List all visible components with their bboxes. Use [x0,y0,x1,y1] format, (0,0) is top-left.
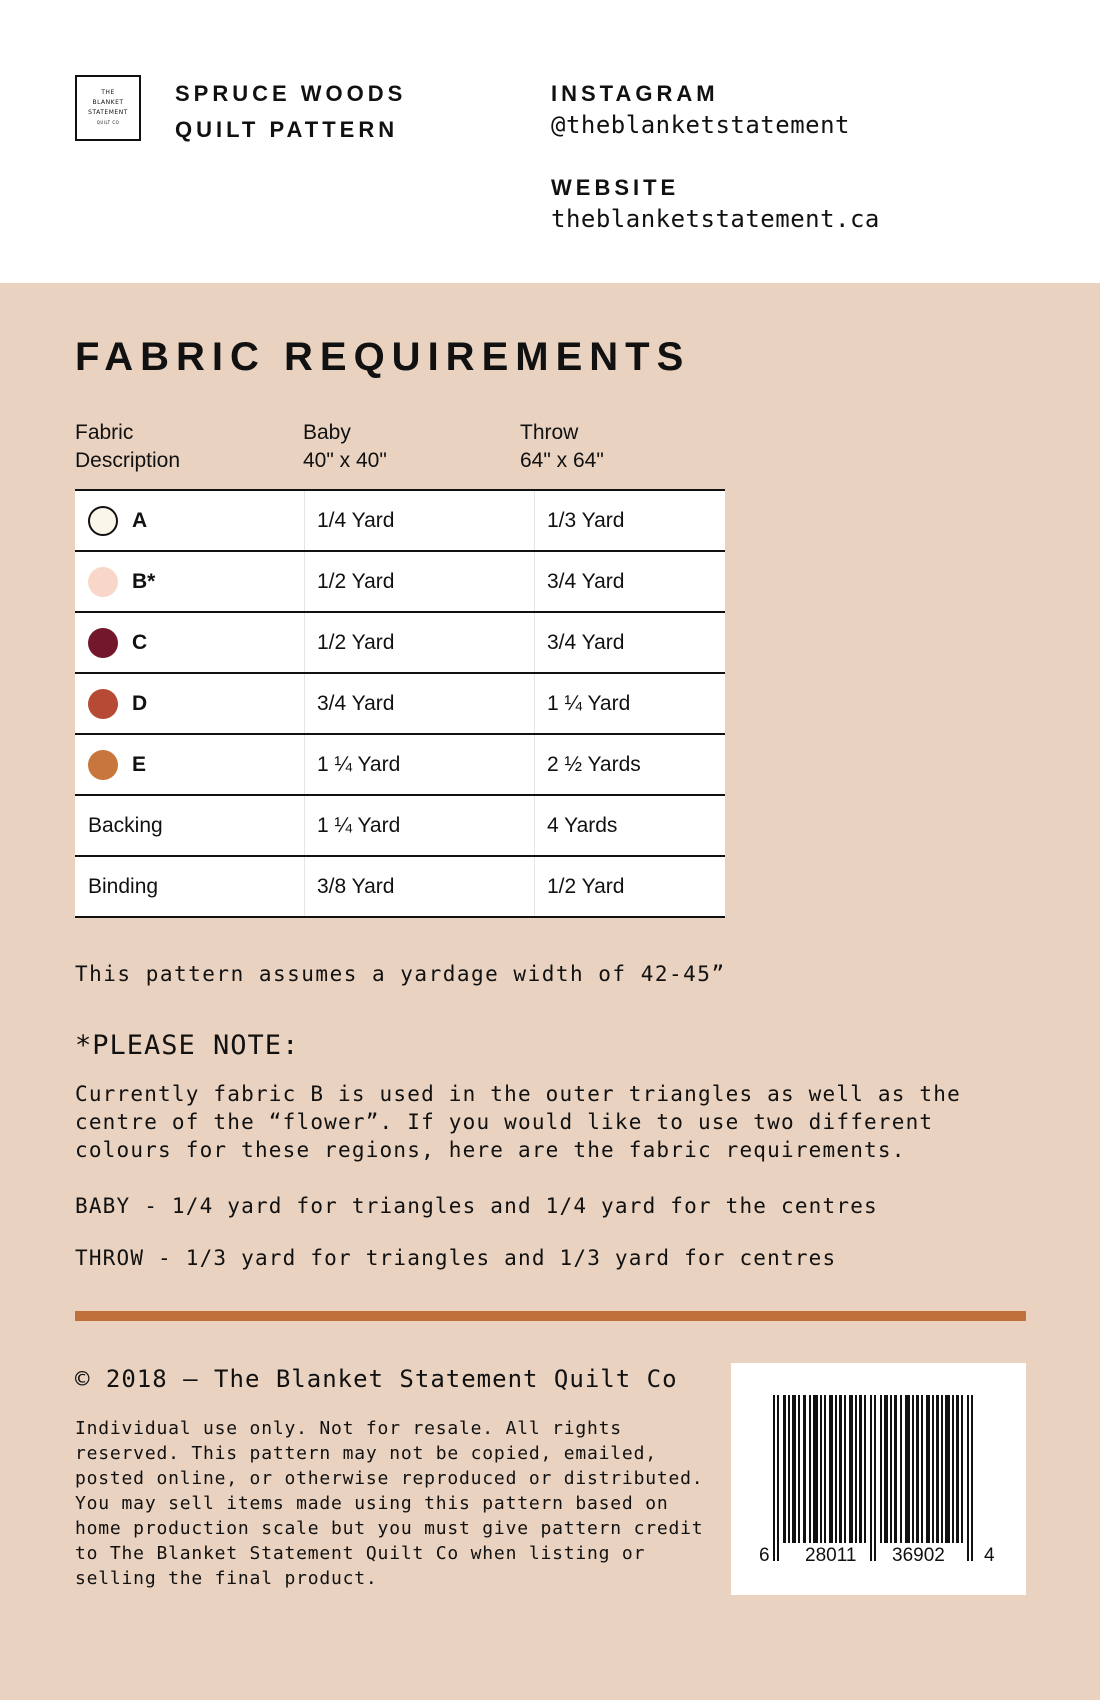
table-row [75,490,725,551]
baby-cell: 3/8 Yard [305,856,535,917]
fabric-cell [75,551,305,612]
note-heading: *PLEASE NOTE: [75,1030,300,1061]
fabric-cell [75,612,305,673]
fabric-label: D [132,691,148,715]
table-row [75,795,725,856]
instagram-label: INSTAGRAM [551,81,719,106]
legal-text: Individual use only. Not for resale. All rights reserved. This pattern may not be copied, emailed, posted online, or otherwise reproduced or distributed. You may sell items made using this pattern based on home production scale but you must give pattern credit to The Blanket Statement Quilt Co when listing or selling the final product. [75,1418,704,1589]
fabric-c-swatch-icon [88,628,118,658]
throw-cell: 1 ¼ Yard [535,673,726,734]
baby-cell: 1/2 Yard [305,551,535,612]
table-row [75,856,725,917]
column-header-description-line1: Fabric [75,421,134,444]
fabric-label: C [132,630,148,654]
fabric-b-swatch-icon [88,567,118,597]
throw-cell: 2 ½ Yards [535,734,726,795]
fabric-label: A [132,508,148,532]
table-row [75,734,725,795]
barcode-bars [731,1363,1026,1595]
column-header-baby-line2: 40" x 40" [303,449,387,472]
fabric-cell [75,673,305,734]
brand-logo [75,75,141,141]
fabric-cell [75,490,305,551]
barcode-digits-left: 28011 [805,1545,857,1566]
barcode-digits-right: 36902 [892,1545,945,1566]
column-header-baby-line1: Baby [303,421,351,444]
logo-line-2: BLANKET [92,99,124,106]
header [0,0,1100,283]
fabric-cell [75,734,305,795]
fabric-e-swatch-icon [88,750,118,780]
table-row [75,673,725,734]
website-label: WEBSITE [551,175,680,200]
website-link[interactable]: theblanketstatement.ca [551,205,880,233]
fabric-d-swatch-icon [88,689,118,719]
barcode-digit-first: 6 [759,1545,770,1566]
throw-cell: 1/2 Yard [535,856,726,917]
column-header-throw [520,419,604,475]
pattern-title-line-2: QUILT PATTERN [175,117,399,142]
logo-line-3: STATEMENT [88,109,128,116]
fabric-label: Binding [88,874,159,898]
baby-cell: 1 ¼ Yard [305,795,535,856]
column-header-description-line2: Description [75,449,181,472]
baby-cell: 3/4 Yard [305,673,535,734]
throw-cell: 3/4 Yard [535,551,726,612]
pattern-title-line-1: SPRUCE WOODS [175,81,407,106]
table-row [75,612,725,673]
column-header-description [75,419,180,475]
note-baby: BABY - 1/4 yard for triangles and 1/4 yard for the centres [75,1194,878,1218]
fabric-requirements-table [75,489,725,918]
column-header-throw-line1: Throw [520,421,579,444]
fabric-label: E [132,752,147,776]
fabric-cell [75,856,305,917]
fabric-cell [75,795,305,856]
divider-rule [75,1311,1026,1321]
column-header-baby [303,419,387,475]
yardage-assumption: This pattern assumes a yardage width of 42-45” [75,962,726,986]
note-body: Currently fabric B is used in the outer triangles as well as the centre of the “flower”. If you would like to use two different colours for these regions, here are the fabric requirements. [75,1082,961,1162]
throw-cell: 4 Yards [535,795,726,856]
baby-cell: 1/4 Yard [305,490,535,551]
fabric-label: B* [132,569,156,593]
barcode-digit-last: 4 [984,1545,995,1566]
copyright-line: © 2018 – The Blanket Statement Quilt Co [75,1365,678,1393]
throw-cell: 1/3 Yard [535,490,726,551]
logo-line-4: QUILT CO [96,120,120,125]
column-header-throw-line2: 64" x 64" [520,449,604,472]
fabric-requirements-heading: FABRIC REQUIREMENTS [75,335,691,379]
fabric-a-swatch-icon [88,506,118,536]
fabric-label: Backing [88,813,163,837]
logo-line-1: THE [101,89,115,96]
throw-cell: 3/4 Yard [535,612,726,673]
instagram-handle[interactable]: @theblanketstatement [551,111,850,139]
note-throw: THROW - 1/3 yard for triangles and 1/3 yard for centres [75,1246,837,1270]
baby-cell: 1 ¼ Yard [305,734,535,795]
baby-cell: 1/2 Yard [305,612,535,673]
table-row [75,551,725,612]
barcode [731,1363,1026,1595]
